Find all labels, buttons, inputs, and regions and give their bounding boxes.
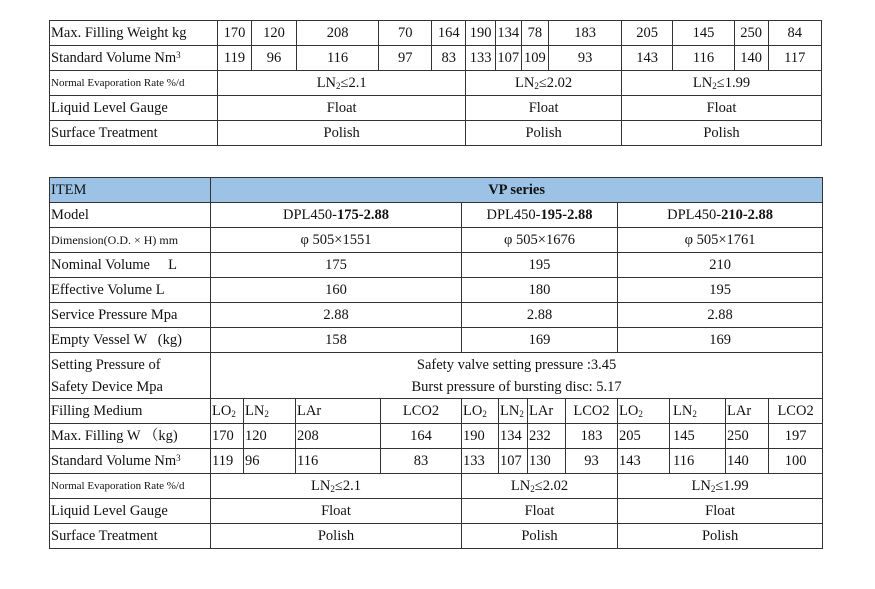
table-cell: 116: [297, 46, 379, 71]
row-label-line: Setting Pressure of: [51, 356, 161, 373]
row-label: Max. Filling Weight kg: [50, 21, 218, 46]
unit-superscript: 3: [176, 452, 181, 463]
nominal-volume-row: [50, 253, 823, 278]
row-label: Surface Treatment: [50, 121, 218, 146]
table-cell: 160: [211, 278, 462, 303]
table-cell: 197: [769, 424, 823, 449]
surface-treatment-row: [50, 524, 823, 549]
filling-medium-row: [50, 399, 823, 424]
table-cell: Polish: [618, 524, 823, 549]
model-code: 210-2.88: [721, 206, 774, 223]
row-label: Surface Treatment: [50, 524, 211, 549]
table-cell: Polish: [218, 121, 466, 146]
table-cell: 140: [726, 449, 769, 474]
table-cell: 183: [566, 424, 618, 449]
dimension-row: [50, 228, 823, 253]
rate-text: ≤2.02: [538, 74, 573, 91]
liquid-level-gauge-row: [50, 96, 822, 121]
table-cell: 70: [379, 21, 432, 46]
table-cell: 134: [499, 424, 528, 449]
unit-superscript: 3: [176, 49, 181, 60]
medium-text: LN: [673, 402, 693, 419]
service-pressure-row: [50, 303, 823, 328]
table-cell: φ 505×1761: [618, 228, 823, 253]
table-cell: [218, 71, 466, 96]
rate-text: ≤1.99: [716, 74, 751, 91]
table-cell: Polish: [211, 524, 462, 549]
table-cell: Polish: [466, 121, 622, 146]
table-cell: 109: [521, 46, 549, 71]
row-label: Empty Vessel W (kg): [50, 328, 211, 353]
row-label: Liquid Level Gauge: [50, 499, 211, 524]
table-cell: LAr: [528, 399, 566, 424]
table-cell: 107: [495, 46, 521, 71]
table-cell: 143: [618, 449, 670, 474]
medium-text: LN: [691, 477, 711, 494]
row-label: [50, 353, 211, 399]
bursting-disc-text: Burst pressure of bursting disc: 5.17: [411, 378, 622, 395]
table-cell: Float: [211, 499, 462, 524]
subscript: 2: [231, 408, 236, 419]
row-label: [50, 46, 218, 71]
medium-text: LN: [245, 402, 265, 419]
table-cell: [618, 474, 823, 499]
table-cell: 117: [768, 46, 821, 71]
table-cell: Float: [618, 499, 823, 524]
table-cell: 210: [618, 253, 823, 278]
table-cell: LAr: [726, 399, 769, 424]
surface-treatment-row: [50, 121, 822, 146]
standard-volume-row: [50, 46, 822, 71]
table-cell: 120: [244, 424, 296, 449]
table-cell: Polish: [622, 121, 822, 146]
row-label: Filling Medium: [50, 399, 211, 424]
row-label: Normal Evaporation Rate %/d: [50, 71, 218, 96]
table-cell: [211, 399, 244, 424]
medium-text: LN: [515, 74, 535, 91]
safety-valve-text: Safety valve setting pressure :3.45: [416, 356, 617, 373]
table-cell: 130: [528, 449, 566, 474]
table-cell: 116: [670, 449, 726, 474]
subscript: 2: [336, 80, 341, 91]
table-cell: [244, 399, 296, 424]
row-label: Max. Filling W （kg): [50, 424, 211, 449]
table-cell: 143: [622, 46, 673, 71]
row-label: Normal Evaporation Rate %/d: [50, 474, 211, 499]
subscript: 2: [519, 408, 524, 419]
table-cell: 93: [549, 46, 622, 71]
medium-text: LO: [463, 402, 483, 419]
row-label-line: Safety Device Mpa: [51, 378, 163, 395]
table-cell: 169: [618, 328, 823, 353]
table-cell: 180: [462, 278, 618, 303]
table-cell: [211, 474, 462, 499]
row-label: Nominal Volume L: [50, 253, 211, 278]
row-label-text: Standard Volume Nm: [51, 49, 177, 66]
table-cell: 119: [211, 449, 244, 474]
table-cell: 190: [462, 424, 499, 449]
table-cell: 190: [466, 21, 496, 46]
table-cell: 133: [462, 449, 499, 474]
subscript: 2: [638, 408, 643, 419]
model-cell: [462, 203, 618, 228]
table-cell: 169: [462, 328, 618, 353]
row-label: Service Pressure Mpa: [50, 303, 211, 328]
table-cell: φ 505×1551: [211, 228, 462, 253]
table-cell: 145: [673, 21, 735, 46]
table-cell: 97: [379, 46, 432, 71]
table-cell: 96: [244, 449, 296, 474]
row-label-text: Standard Volume Nm: [51, 452, 177, 469]
table-cell: 164: [381, 424, 462, 449]
table-cell: [622, 71, 822, 96]
medium-text: LO: [619, 402, 639, 419]
subscript: 2: [710, 483, 716, 494]
table-cell: 232: [528, 424, 566, 449]
model-code: 175-2.88: [337, 206, 389, 223]
table-cell: 119: [218, 46, 252, 71]
subscript: 2: [264, 408, 269, 419]
safety-device-row: [50, 353, 823, 399]
subscript: 2: [330, 483, 335, 494]
table-cell: 100: [769, 449, 823, 474]
table-cell: 93: [566, 449, 618, 474]
table-cell: 164: [432, 21, 466, 46]
model-cell: [211, 203, 462, 228]
subscript: 2: [530, 483, 535, 494]
subscript: 2: [692, 408, 697, 419]
table-cell: 2.88: [462, 303, 618, 328]
max-filling-weight-row: [50, 424, 823, 449]
table-cell: [499, 399, 528, 424]
medium-text: LN: [311, 477, 331, 494]
table-cell: 208: [297, 21, 379, 46]
table-cell: 78: [521, 21, 549, 46]
table-cell: 208: [296, 424, 381, 449]
table-cell: [670, 399, 726, 424]
table-cell: 84: [768, 21, 821, 46]
row-label: Dimension(O.D. × H) mm: [50, 228, 211, 253]
table-cell: 2.88: [618, 303, 823, 328]
table-cell: Float: [466, 96, 622, 121]
effective-volume-row: [50, 278, 823, 303]
row-label: Liquid Level Gauge: [50, 96, 218, 121]
table-cell: [462, 399, 499, 424]
spec-table-continued: [49, 20, 822, 146]
rate-text: ≤2.1: [340, 74, 367, 91]
table-cell: 133: [466, 46, 496, 71]
table-cell: 140: [734, 46, 768, 71]
subscript: 2: [712, 80, 717, 91]
medium-text: LO: [212, 402, 232, 419]
model-prefix: DPL450-: [667, 206, 722, 223]
table-cell: 183: [549, 21, 622, 46]
model-row: [50, 203, 823, 228]
table-cell: LCO2: [566, 399, 618, 424]
table-cell: LCO2: [769, 399, 823, 424]
table-cell: 170: [218, 21, 252, 46]
table-cell: 116: [673, 46, 735, 71]
table-cell: 195: [462, 253, 618, 278]
empty-vessel-weight-row: [50, 328, 823, 353]
liquid-level-gauge-row: [50, 499, 823, 524]
model-cell: [618, 203, 823, 228]
vp-series-spec-table: [49, 177, 823, 549]
table-cell: LCO2: [381, 399, 462, 424]
series-header: VP series: [211, 178, 823, 203]
standard-volume-row: [50, 449, 823, 474]
medium-text: LN: [510, 477, 531, 494]
table-cell: 116: [296, 449, 381, 474]
medium-text: LN: [316, 74, 337, 91]
table-cell: Float: [218, 96, 466, 121]
rate-text: ≤2.02: [534, 477, 569, 494]
evaporation-rate-row: [50, 71, 822, 96]
table-cell: 107: [499, 449, 528, 474]
table-cell: 170: [211, 424, 244, 449]
max-filling-weight-row: [50, 21, 822, 46]
evaporation-rate-row: [50, 474, 823, 499]
table-cell: 134: [495, 21, 521, 46]
table-cell: 83: [432, 46, 466, 71]
table-cell: Float: [622, 96, 822, 121]
rate-text: ≤1.99: [715, 477, 749, 494]
table-cell: 175: [211, 253, 462, 278]
table-cell: Float: [462, 499, 618, 524]
medium-text: LN: [692, 74, 713, 91]
model-prefix: DPL450-: [283, 206, 337, 223]
table-cell: 145: [670, 424, 726, 449]
table-cell: 205: [618, 424, 670, 449]
row-label: Effective Volume L: [50, 278, 211, 303]
row-label: Model: [50, 203, 211, 228]
table-cell: Polish: [462, 524, 618, 549]
item-header: ITEM: [50, 178, 211, 203]
table-cell: φ 505×1676: [462, 228, 618, 253]
table-cell: 120: [251, 21, 296, 46]
table-cell: 205: [622, 21, 673, 46]
table-cell: 195: [618, 278, 823, 303]
table-cell: [466, 71, 622, 96]
rate-text: ≤2.1: [334, 477, 361, 494]
table-cell: 250: [726, 424, 769, 449]
subscript: 2: [534, 80, 539, 91]
table-cell: LAr: [296, 399, 381, 424]
medium-text: LN: [500, 402, 520, 419]
model-code: 195-2.88: [540, 206, 593, 223]
table-cell: 158: [211, 328, 462, 353]
row-label: [50, 449, 211, 474]
table-cell: 2.88: [211, 303, 462, 328]
table-cell: [211, 353, 823, 399]
subscript: 2: [482, 408, 487, 419]
table-cell: 83: [381, 449, 462, 474]
table-cell: 96: [251, 46, 296, 71]
table-cell: [618, 399, 670, 424]
model-prefix: DPL450-: [486, 206, 541, 223]
table-header-row: [50, 178, 823, 203]
table-cell: 250: [734, 21, 768, 46]
table-cell: [462, 474, 618, 499]
